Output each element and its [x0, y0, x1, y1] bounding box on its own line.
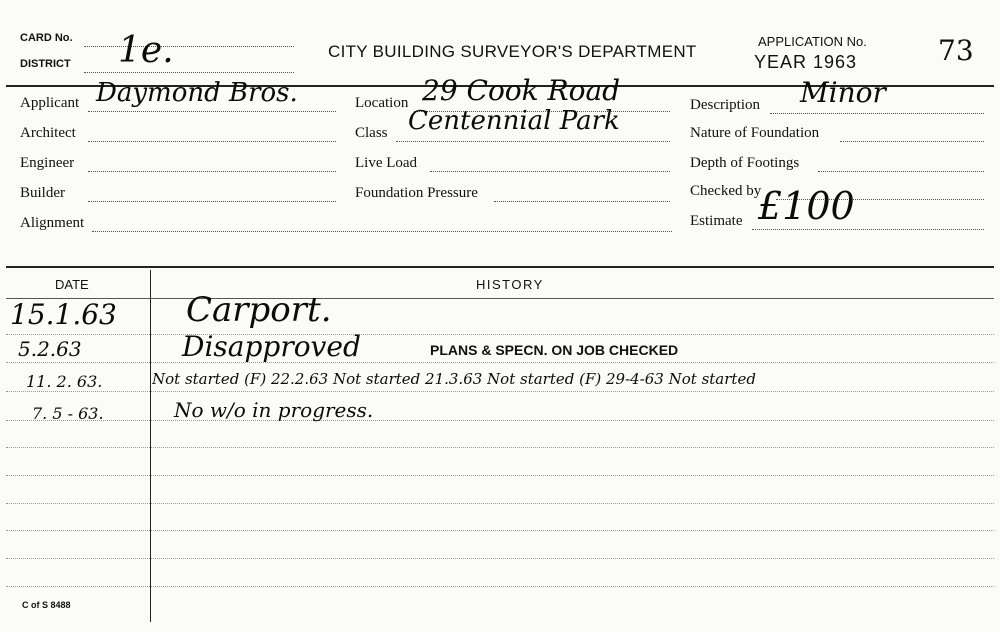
applicant-value: Daymond Bros.	[96, 78, 298, 108]
year-label: YEAR 1963	[754, 52, 858, 72]
history-row-entry: No w/o in progress.	[174, 398, 374, 422]
foundation-pressure-label: Foundation Pressure	[355, 185, 478, 201]
location-value: 29 Cook Road	[422, 74, 621, 107]
architect-label: Architect	[20, 125, 76, 141]
engineer-label: Engineer	[20, 155, 75, 171]
history-header-rule	[6, 298, 994, 299]
applicant-label: Applicant	[20, 95, 80, 111]
checked-stamp: PLANS & SPECN. ON JOB CHECKED	[430, 342, 679, 358]
history-row-date: 5.2.63	[18, 337, 82, 361]
estimate-value: £100	[758, 184, 855, 228]
history-row-date: 7. 5 - 63.	[32, 404, 104, 423]
location-label: Location	[355, 95, 409, 111]
district-label: DISTRICT	[20, 58, 71, 70]
history-row-entry: Disapproved	[182, 330, 361, 363]
history-row-entry: Carport.	[186, 290, 332, 330]
history-row-entry: Not started (F) 22.2.63 Not started 21.3.63 Not started (F) 29-4-63 Not started	[152, 370, 756, 388]
alignment-label: Alignment	[20, 215, 85, 231]
form-code: C of S 8488	[22, 600, 71, 610]
class-label: Class	[355, 125, 388, 141]
history-row-date: 11. 2. 63.	[26, 372, 103, 391]
application-number: 73	[938, 34, 974, 67]
nature-of-foundation-label: Nature of Foundation	[690, 125, 820, 141]
live-load-label: Live Load	[355, 155, 418, 171]
history-header: HISTORY	[476, 277, 544, 292]
class-value: Centennial Park	[408, 106, 620, 136]
checked-by-label: Checked by	[690, 183, 762, 199]
builder-label: Builder	[20, 185, 65, 201]
application-label: APPLICATION No.	[758, 34, 867, 49]
card-no-value: 1e.	[118, 30, 174, 71]
date-column-divider	[150, 270, 151, 622]
estimate-label: Estimate	[690, 213, 743, 229]
card-no-label: CARD No.	[20, 32, 73, 44]
depth-of-footings-label: Depth of Footings	[690, 155, 800, 171]
department-title: CITY BUILDING SURVEYOR'S DEPARTMENT	[328, 42, 697, 61]
fields-divider	[6, 266, 994, 268]
history-row-date: 15.1.63	[10, 298, 117, 331]
date-header: DATE	[55, 277, 89, 292]
description-label: Description	[690, 97, 760, 113]
description-value: Minor	[800, 76, 886, 109]
